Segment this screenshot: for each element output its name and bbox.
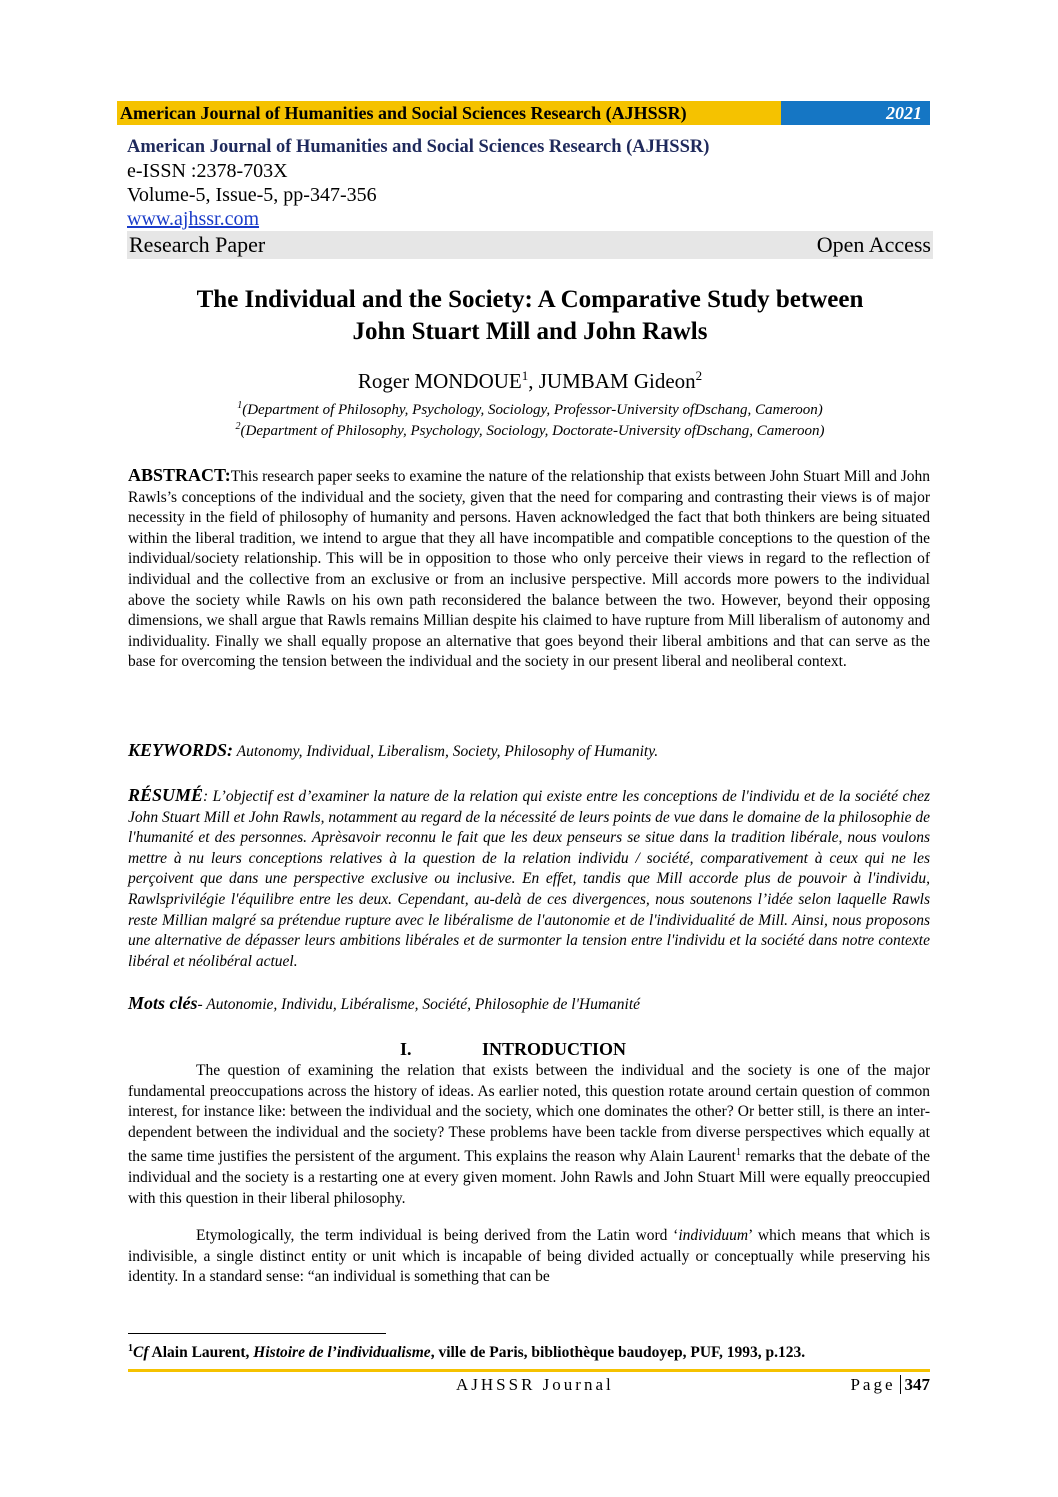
page-footer (128, 1375, 930, 1399)
banner-journal-name: American Journal of Humanities and Social Sciences Research (AJHSSR) (117, 101, 781, 125)
intro-p2-text-a: Etymologically, the term individual is being derived from the Latin word ‘ (196, 1227, 679, 1244)
footnote-author: Alain Laurent, (148, 1344, 254, 1362)
banner-year: 2021 (781, 101, 930, 125)
title-line-1: The Individual and the Society: A Comparative Study between (196, 286, 864, 313)
footnote-divider (128, 1333, 386, 1334)
paper-title (100, 284, 960, 348)
footnote-mark: 1 (128, 1343, 133, 1354)
footnote-details: , ville de Paris, bibliothèque baudoyep, PUF, 1993, p.123. (430, 1344, 806, 1362)
intro-p1-text-a: The question of examining the relation that exists between the individual and the society is one of the major fundamental preoccupations across the history of ideas. As earlier noted, this question rotate around certain question of common interest, for instance like: between the individual and the society, which one dominates the other? Or better still, is there an inter-dependent between the individual and the society? These problems have been tackle from diverse perspectives which equally at the same time justifies the persistent of the argument. This explains the reason why Alain Laurent (128, 1062, 930, 1166)
author-1-affiliation-mark: 1 (521, 368, 529, 383)
resume-text: : L’objectif est d’examiner la nature de la relation qui existe entre les conceptions de l'individu et de la société chez John Stuart Mill et John Rawls, notamment au regard de la nécessité de leurs points de vue dans le domaine de la philosophie de l'humanité et des personnes. Aprèsavoir reconnu le fait que les deux penseurs se situe dans la tradition libérale, nous voulons mettre à nu leurs conceptions relatives à la question de la relation individu / société, comparativement à ceux qui ne les perçoivent que dans une perspective exclusive ou inclusive. En effet, tandis que Mill accorde plus de pouvoir à l'individu, Rawlsprivilégie l'équilibre entre les deux. Cependant, au-delà de ces divergences, nous soutenons l’idée selon laquelle Rawls reste Millian malgré sa prétendue rupture avec le libéralisme de l'autonomie et de l'individualité de Mill. Ainsi, nous proposons une alternative de dépasser leurs ambitions libérales et de surmonter la tension entre l'individu et la société dans notre contexte libéral et néolibéral actuel. (128, 788, 930, 970)
abstract (128, 465, 930, 673)
author-1: Roger MONDOUE (357, 369, 522, 393)
affiliation-2-mark: 2 (235, 421, 241, 432)
journal-meta (127, 135, 933, 259)
keywords-label: KEYWORDS: (128, 740, 234, 760)
resume (128, 785, 930, 972)
footer-page-label: Page (850, 1375, 896, 1394)
section-title: INTRODUCTION (482, 1039, 627, 1059)
journal-banner (117, 101, 930, 125)
section-number: I. (400, 1039, 412, 1059)
intro-paragraph-1 (128, 1061, 930, 1209)
page-number: 347 (900, 1375, 931, 1394)
paper-type: Research Paper (129, 232, 266, 257)
intro-p1-text-b: remarks that the debate of the individual and the society is a restarting one at every given moment. John Rawls and John Stuart Mill were equally preoccupied with this question in their liberal philosophy. (128, 1148, 930, 1207)
footer-journal: AJHSSR Journal (456, 1375, 614, 1394)
footer-divider (128, 1369, 930, 1372)
title-line-2: John Stuart Mill and John Rawls (352, 318, 708, 345)
paper-type-band (127, 231, 933, 259)
latin-term: individuum (678, 1227, 749, 1244)
volume-issue: Volume-5, Issue-5, pp-347-356 (127, 184, 377, 206)
author-list (100, 368, 960, 394)
affiliation-1-mark: 1 (237, 400, 243, 411)
author-separator: , (528, 369, 539, 393)
journal-website-link[interactable]: www.ajhssr.com (127, 208, 260, 230)
footer-page (850, 1375, 930, 1395)
footnote-cf: Cf (133, 1344, 149, 1362)
author-2: JUMBAM Gideon (538, 369, 696, 393)
intro-p2-text-b: ’ which means that which is indivisible, a single distinct entity or unit which is incapable of being divided actually or conceptually while preserving his identity. In a standard sense: “an individual is something that can be (128, 1227, 930, 1286)
affiliation-1-text: (Department of Philosophy, Psychology, Sociology, Professor-University ofDschang, Cameroon) (242, 402, 823, 418)
mots-cles (128, 993, 930, 1016)
resume-label: RÉSUMÉ (128, 785, 204, 805)
keywords (128, 740, 930, 763)
mots-cles-text: - Autonomie, Individu, Libéralisme, Société, Philosophie de l'Humanité (197, 996, 641, 1013)
mots-cles-label: Mots clés (128, 993, 198, 1013)
author-2-affiliation-mark: 2 (695, 368, 703, 383)
abstract-label: ABSTRACT: (128, 465, 231, 485)
intro-paragraph-2 (128, 1226, 930, 1288)
open-access-label: Open Access (816, 232, 931, 257)
footnote-book-title: Histoire de l’individualisme (253, 1344, 431, 1362)
footnote-reference[interactable]: 1 (736, 1147, 741, 1159)
affiliation-2-text: (Department of Philosophy, Psychology, Sociology, Doctorate-University ofDschang, Cameroon) (240, 423, 825, 439)
issn: e-ISSN :2378-703X (127, 160, 288, 182)
affiliation-1 (100, 400, 960, 419)
footnote (128, 1343, 805, 1362)
keywords-text: Autonomy, Individual, Liberalism, Society, Philosophy of Humanity. (233, 743, 659, 760)
section-heading (400, 1039, 626, 1060)
abstract-text: This research paper seeks to examine the nature of the relationship that exists between John Stuart Mill and John Rawls’s conceptions of the individual and the society, given that the need for comparing and contrasting their views is of major necessity in the field of philosophy of humanity and persons. Haven acknowledged the fact that both thinkers are being situated within the liberal tradition, we intend to argue that they all have incompatible and compatible conceptions to the question of the individual/society relationship. This will be in opposition to those who only perceive their views in regard to the reflection of individual and the collective from an exclusive or from an inclusive perspective. Mill accords more powers to the individual above the society while Rawls on his own path reconsidered the balance between the two. However, beyond their opposing dimensions, we shall argue that Rawls remains Millian despite his claimed to have rupture from Mill liberalism of autonomy and individuality. Finally we shall equally propose an alternative that goes beyond their liberal ambitions and that can serve as the base for overcoming the tension between the individual and the society in our present liberal and neoliberal context. (128, 468, 930, 671)
affiliation-2 (100, 421, 960, 440)
journal-name: American Journal of Humanities and Social Sciences Research (AJHSSR) (127, 137, 710, 157)
